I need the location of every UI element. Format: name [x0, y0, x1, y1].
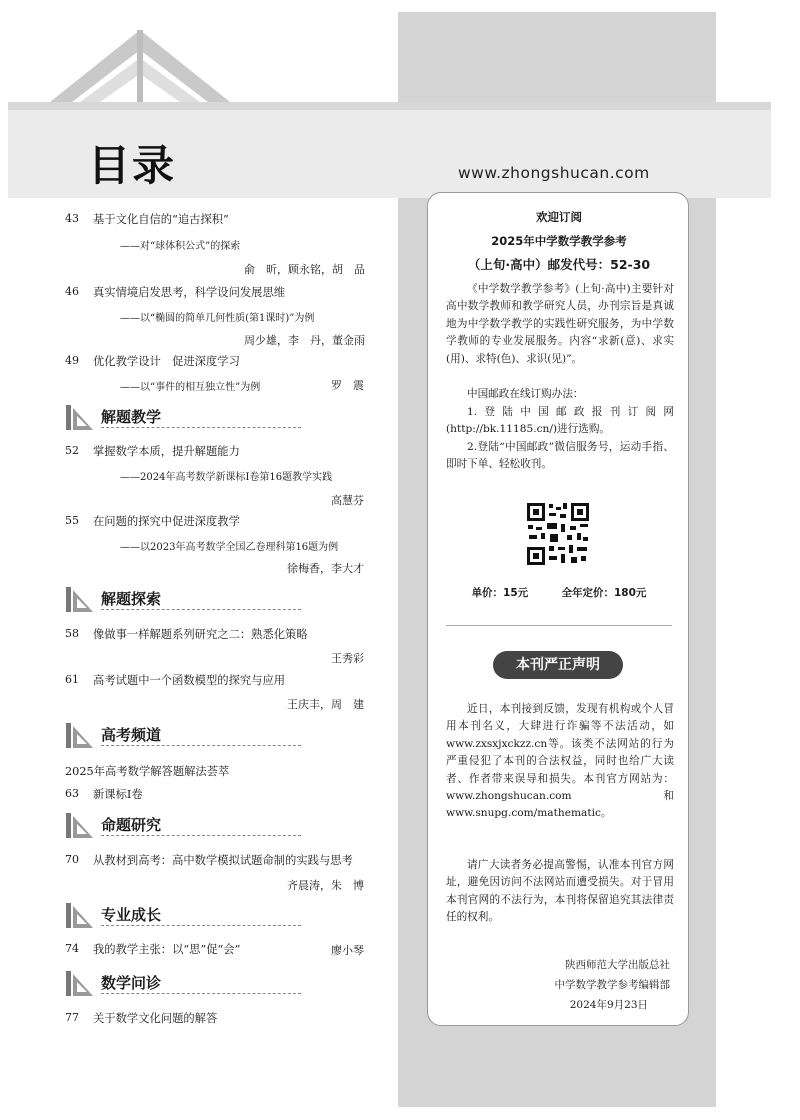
toc-entry-number: 46 — [65, 285, 79, 298]
toc-entry-author: 徐梅香，李大才 — [287, 562, 364, 575]
section-underline — [101, 609, 301, 610]
price-line — [428, 585, 690, 600]
statement-title: 本刊严正声明 — [493, 651, 623, 679]
section-label: 命题研究 — [101, 816, 162, 834]
section-underline — [101, 925, 301, 926]
toc-entry-number: 49 — [65, 354, 79, 367]
toc-entry-subtitle: ——2024年高考数学新课标Ⅰ卷第16题教学实践 — [120, 472, 333, 483]
panel-divider — [446, 625, 672, 626]
section-label: 专业成长 — [101, 906, 162, 924]
toc-group-title[interactable]: 2025年高考数学解答题解法荟萃 — [65, 765, 230, 778]
annual-price: 全年定价：180元 — [561, 587, 647, 599]
journal-intro: 《中学数学教学参考》(上旬·高中)主要针对高中数学教师和教学研究人员，办刊宗旨是真诚地为中学数学教学的实践性研究服务，为中学数学教师的专业发展服务。内容“求新(意)、求实(用)、求特(色)、求识(见)”。 — [446, 283, 674, 365]
toc-entry-title[interactable]: 高考试题中一个函数模型的探究与应用 — [93, 674, 286, 687]
toc-entry-author: 廖小琴 — [331, 944, 364, 957]
toc-entry-title[interactable]: 掌握数学本质，提升解题能力 — [93, 445, 240, 458]
toc-entry-author: 俞 昕，顾永铭，胡 品 — [244, 263, 365, 276]
toc-entry-title[interactable]: 优化教学设计 促进深度学习 — [93, 355, 240, 368]
section-label: 数学问诊 — [101, 974, 162, 992]
toc-entry-number: 55 — [65, 514, 79, 527]
publisher-name: 陕西师范大学出版总社 — [565, 959, 670, 971]
section-underline — [101, 835, 301, 836]
order-step-2: 2.登陆“中国邮政”微信服务号，运动手指、即时下单、轻松收刊。 — [446, 441, 674, 471]
header-roof-decoration — [40, 22, 240, 112]
ruler-icon — [65, 968, 95, 998]
toc-entry-subtitle: ——以“事件的相互独立性”为例 — [120, 382, 261, 393]
toc-entry-title[interactable]: 新课标Ⅰ卷 — [93, 788, 143, 801]
statement-paragraph-1: 近日，本刊接到反馈，发现有机构或个人冒用本刊名义，大肆进行诈骗等不法活动，如www.zxsxjxckzz.cn等。该类不法网站的行为严重侵犯了本刊的合法权益，同时也给广大读者、作者带来误导和损失。本刊官方网站为：www.zhongshucan.com和www.snupg.com/mathematic。 — [446, 703, 674, 820]
toc-entry-author: 周少雄，李 丹，董金雨 — [244, 334, 365, 347]
toc-entry-title[interactable]: 像做事一样解题系列研究之二：熟悉化策略 — [93, 628, 308, 641]
toc-entry-author: 王庆丰，周 建 — [287, 698, 364, 711]
toc-entry-title[interactable]: 我的教学主张：以“思”促“会” — [93, 943, 241, 956]
toc-entry-title[interactable]: 在问题的探究中促进深度教学 — [93, 515, 240, 528]
section-label: 解题教学 — [101, 408, 162, 426]
ruler-icon — [65, 810, 95, 840]
toc-entry-number: 58 — [65, 627, 79, 640]
section-label: 高考频道 — [101, 726, 162, 744]
qr-code-icon[interactable] — [525, 501, 591, 567]
section-underline — [101, 993, 301, 994]
toc-entry-number: 52 — [65, 444, 79, 457]
toc-entry-author: 高慧芬 — [331, 494, 364, 507]
ruler-icon — [65, 900, 95, 930]
order-step-1: 1.登陆中国邮政报刊订阅网(http://bk.11185.cn/)进行选购。 — [446, 406, 674, 436]
subscribe-heading: 欢迎订阅 — [536, 210, 582, 224]
toc-entry-subtitle: ——以2023年高考数学全国乙卷理科第16题为例 — [120, 542, 339, 553]
toc-entry-number: 63 — [65, 787, 79, 800]
toc-entry-author: 齐晨涛，朱 博 — [287, 879, 364, 892]
site-url[interactable]: www.zhongshucan.com — [458, 164, 650, 182]
toc-entry-title[interactable]: 真实情境启发思考，科学设问发展思维 — [93, 286, 286, 299]
section-label: 解题探索 — [101, 590, 162, 608]
toc-entry-number: 70 — [65, 853, 79, 866]
toc-entry-number: 61 — [65, 673, 79, 686]
unit-price: 单价：15元 — [471, 587, 529, 599]
journal-name: 2025年中学数学教学参考 — [491, 234, 627, 248]
toc-entry-author: 罗 震 — [331, 379, 364, 392]
statement-date: 2024年9月23日 — [569, 999, 648, 1011]
toc-entry-author: 王秀彩 — [331, 652, 364, 665]
subscription-panel — [427, 192, 689, 1026]
ruler-icon — [65, 720, 95, 750]
editorial-office: 中学数学教学参考编辑部 — [554, 979, 670, 991]
ruler-icon — [65, 402, 95, 432]
section-underline — [101, 745, 301, 746]
toc-entry-subtitle: ——对“球体积公式”的探索 — [120, 241, 241, 252]
order-method-heading: 中国邮政在线订购办法： — [467, 388, 584, 400]
postal-code-line: （上旬·高中）邮发代号：52-30 — [467, 257, 651, 272]
section-underline — [101, 427, 301, 428]
toc-entry-number: 43 — [65, 212, 79, 225]
toc-entry-number: 74 — [65, 942, 79, 955]
statement-paragraph-2: 请广大读者务必提高警惕，认准本刊官方网址，避免因访问不法网站而遭受损失。对于冒用本刊官网的不法行为，本刊将保留追究其法律责任的权利。 — [446, 859, 674, 924]
toc-entry-subtitle: ——以“椭圆的简单几何性质(第1课时)”为例 — [120, 313, 315, 324]
toc-entry-title[interactable]: 基于文化自信的“追古探积” — [93, 213, 229, 226]
toc-entry-title[interactable]: 关于数学文化问题的解答 — [93, 1012, 218, 1025]
toc-entry-title[interactable]: 从教材到高考：高中数学模拟试题命制的实践与思考 — [93, 854, 353, 867]
toc-entry-number: 77 — [65, 1011, 79, 1024]
page-title: 目录 — [88, 141, 177, 190]
ruler-icon — [65, 584, 95, 614]
